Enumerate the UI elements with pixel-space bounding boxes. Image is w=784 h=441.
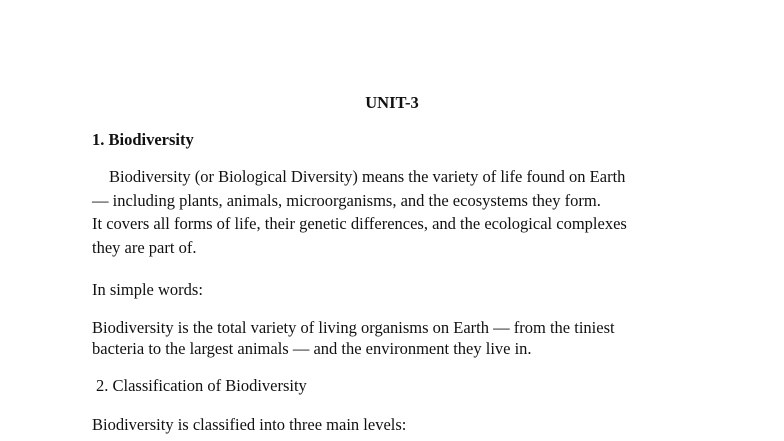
section-heading-biodiversity: 1. Biodiversity bbox=[92, 130, 194, 149]
unit-title: UNIT-3 bbox=[365, 93, 419, 112]
paragraph-definition-line-1: Biodiversity (or Biological Diversity) means the variety of life found on Earth bbox=[109, 167, 626, 186]
simple-words-label: In simple words: bbox=[92, 280, 203, 299]
paragraph-definition-line-2: — including plants, animals, microorganisms, and the ecosystems they form. bbox=[92, 191, 601, 210]
paragraph-simple-line-2: bacteria to the largest animals — and the environment they live in. bbox=[92, 339, 532, 358]
section-heading-classification: 2. Classification of Biodiversity bbox=[96, 376, 307, 395]
classification-intro: Biodiversity is classified into three main levels: bbox=[92, 415, 407, 434]
paragraph-definition-line-3: It covers all forms of life, their genetic differences, and the ecological complexes bbox=[92, 214, 627, 233]
paragraph-definition-line-4: they are part of. bbox=[92, 238, 197, 257]
paragraph-simple-line-1: Biodiversity is the total variety of living organisms on Earth — from the tiniest bbox=[92, 318, 615, 337]
